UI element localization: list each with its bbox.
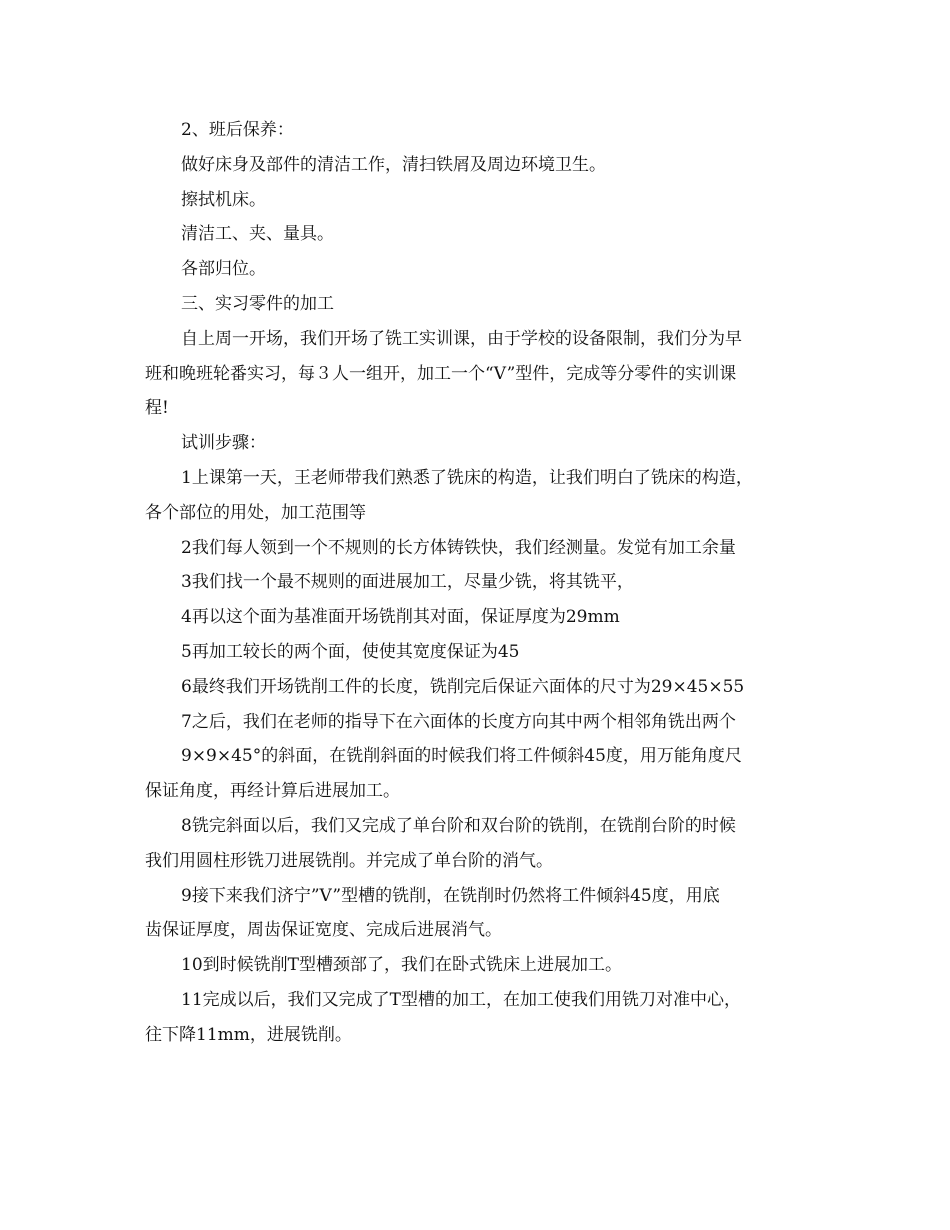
section-heading: 试训步骤： <box>181 433 266 454</box>
section-heading: 2、班后保养： <box>181 120 294 140</box>
step-line: 8铣完斜面以后，我们又完成了单台阶和双台阶的铣削，在铣削台阶的时候 <box>181 815 736 836</box>
document-body <box>145 113 810 1053</box>
paragraph-line: 做好床身及部件的清洁工作，清扫铁屑及周边环境卫生。 <box>181 154 606 175</box>
paragraph-line: 擦拭机床。 <box>181 189 266 210</box>
paragraph-line: 清洁工、夹、量具。 <box>181 224 334 245</box>
step-line: 9×9×45°的斜面，在铣削斜面的时候我们将工件倾斜45度，用万能角度尺 <box>181 746 742 767</box>
section-heading: 三、实习零件的加工 <box>181 293 334 314</box>
step-line: 6最终我们开场铣削工件的长度，铣削完后保证六面体的尺寸为29×45×55 <box>181 676 745 697</box>
step-line: 2我们每人领到一个不规则的长方体铸铁快，我们经测量。发觉有加工余量 <box>181 537 736 558</box>
step-line: 保证角度，再经计算后进展加工。 <box>145 781 400 802</box>
step-line: 9接下来我们济宁”V”型槽的铣削，在铣削时仍然将工件倾斜45度，用底 <box>181 885 720 906</box>
paragraph-line: 自上周一开场，我们开场了铣工实训课，由于学校的设备限制，我们分为早 <box>181 328 742 349</box>
paragraph-line: 各部归位。 <box>181 259 266 280</box>
step-line: 10到时候铣削T型槽颈部了，我们在卧式铣床上进展加工。 <box>181 955 622 976</box>
step-line: 3我们找一个最不规则的面进展加工，尽量少铣，将其铣平， <box>181 572 634 593</box>
step-line: 5再加工较长的两个面，使使其宽度保证为45 <box>181 641 520 662</box>
step-line: 4再以这个面为基准面开场铣削其对面，保证厚度为29mm <box>181 607 620 628</box>
step-line: 1上课第一天，王老师带我们熟悉了铣床的构造，让我们明白了铣床的构造， <box>181 467 753 488</box>
step-line: 11完成以后，我们又完成了T型槽的加工，在加工使我们用铣刀对准中心， <box>181 989 741 1010</box>
step-line: 齿保证厚度，周齿保证宽度、完成后进展消气。 <box>145 920 502 941</box>
step-line: 往下降11mm，进展铣削。 <box>145 1024 352 1045</box>
step-line: 我们用圆柱形铣刀进展铣削。并完成了单台阶的消气。 <box>145 850 553 871</box>
step-line: 7之后，我们在老师的指导下在六面体的长度方向其中两个相邻角铣出两个 <box>181 711 736 732</box>
paragraph-line: 班和晚班轮番实习，每３人一组开，加工一个“V”型件，完成等分零件的实训课 <box>145 363 737 384</box>
paragraph-line: 程! <box>145 398 169 419</box>
step-line: 各个部位的用处，加工范围等 <box>145 502 366 523</box>
